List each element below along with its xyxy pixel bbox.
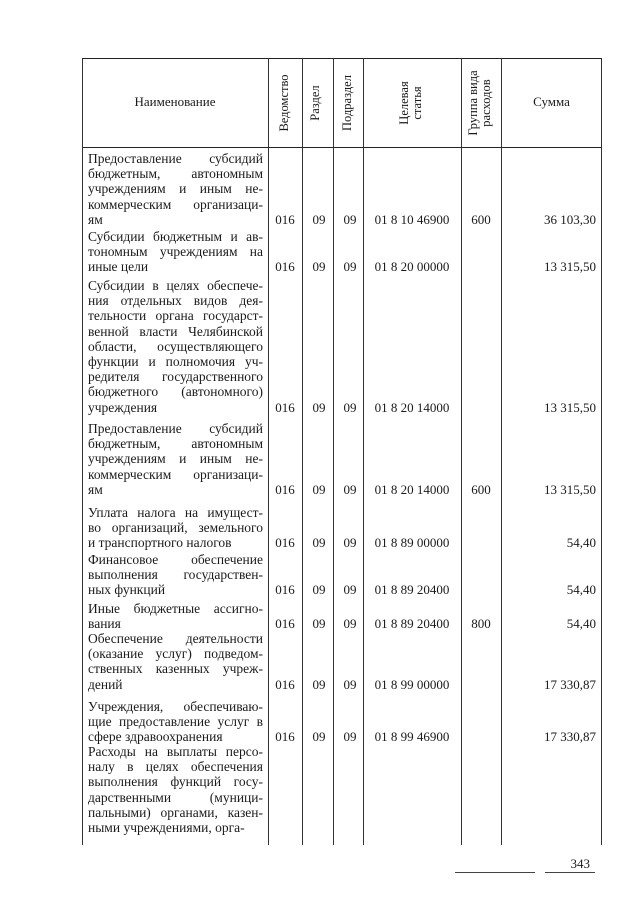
row-name-line: Предоставление субсидий (88, 421, 263, 436)
column-border (268, 58, 269, 845)
row-name-line: Предоставление субсидий (88, 151, 263, 166)
header-vedomstvo: Ведомство (277, 74, 291, 132)
row-podrazdel: 09 (343, 399, 357, 415)
footer-rule (455, 872, 535, 873)
row-name-line: во организаций, земельного (88, 520, 263, 536)
row-name-line: учреждениям и иным не- (88, 451, 263, 467)
row-vedomstvo: 016 (275, 481, 295, 497)
row-name (88, 699, 263, 745)
row-celevaya-statya: 01 8 10 46900 (374, 211, 450, 227)
row-name-line: (оказание услуг) подведом- (88, 646, 263, 662)
header-celevaya-line1: Целевая (397, 81, 411, 125)
row-name-line: бюджетного (автономного) (88, 384, 263, 400)
row-razdel: 09 (312, 676, 326, 692)
row-name-line: функции и полномочия уч- (88, 354, 263, 370)
row-name-line: Субсидии бюджетным и ав- (88, 229, 263, 244)
row-vedomstvo: 016 (275, 729, 295, 745)
row-name-line: коммерческим организаци- (88, 466, 263, 482)
row-name-line: Иные бюджетные ассигно- (88, 601, 263, 616)
row-podrazdel: 09 (343, 259, 357, 275)
row-gruppa: 600 (471, 211, 491, 227)
row-celevaya-statya: 01 8 20 00000 (374, 259, 450, 275)
row-celevaya-statya: 01 8 20 14000 (374, 481, 450, 497)
row-name-line: Финансовое обеспечение (88, 552, 263, 567)
header-name: Наименование (134, 94, 216, 109)
row-name-line: ям (88, 211, 103, 227)
row-razdel: 09 (312, 481, 326, 497)
column-border (461, 58, 462, 845)
row-summa: 54,40 (566, 582, 596, 598)
row-gruppa: 600 (471, 481, 491, 497)
row-name-line: сфере здравоохранения (88, 729, 223, 745)
row-name (88, 505, 263, 551)
row-name-line: Обеспечение деятельности (88, 631, 263, 646)
column-border (82, 58, 83, 845)
row-name-line: ям (88, 481, 103, 497)
row-gruppa: 800 (471, 616, 491, 632)
row-razdel: 09 (312, 729, 326, 745)
column-border (501, 58, 502, 845)
row-podrazdel: 09 (343, 729, 357, 745)
header-gruppa-vida-rashodov (467, 59, 495, 147)
column-border (302, 58, 303, 845)
header-celevaya-statya (398, 59, 426, 147)
row-celevaya-statya: 01 8 89 00000 (374, 535, 450, 551)
row-name-line: ных функций (88, 582, 166, 598)
row-summa: 54,40 (566, 616, 596, 632)
column-border (363, 58, 364, 845)
row-vedomstvo: 016 (275, 676, 295, 692)
row-name-line: вания (88, 616, 121, 632)
row-celevaya-statya: 01 8 99 46900 (374, 729, 450, 745)
row-name-line: иные цели (88, 259, 149, 275)
row-podrazdel: 09 (343, 676, 357, 692)
row-name-line: ственных казенных учреж- (88, 661, 263, 677)
row-razdel: 09 (312, 582, 326, 598)
row-name-line: ния отдельных видов дея- (88, 293, 263, 309)
row-name (88, 631, 263, 692)
column-border (601, 58, 602, 845)
row-summa: 13 315,50 (544, 399, 596, 415)
row-vedomstvo: 016 (275, 582, 295, 598)
row-name (88, 601, 263, 631)
row-podrazdel: 09 (343, 616, 357, 632)
row-name-line: дарственными (муници- (88, 789, 263, 805)
row-podrazdel: 09 (343, 535, 357, 551)
row-summa: 17 330,87 (544, 729, 596, 745)
row-name-line: венной власти Челябинской (88, 323, 263, 339)
row-summa: 17 330,87 (544, 676, 596, 692)
row-vedomstvo: 016 (275, 259, 295, 275)
column-border (333, 58, 334, 845)
row-name-line: налу в целях обеспечения (88, 759, 263, 775)
row-vedomstvo: 016 (275, 535, 295, 551)
row-name-line: бюджетным, автономным (88, 436, 263, 452)
row-razdel: 09 (312, 535, 326, 551)
row-summa: 54,40 (566, 535, 596, 551)
row-name-line: ными учреждениями, орга- (88, 820, 245, 836)
row-celevaya-statya: 01 8 89 20400 (374, 582, 450, 598)
header-razdel: Раздел (308, 85, 322, 121)
row-name-line: дений (88, 676, 123, 692)
row-name-line: Учреждения, обеспечиваю- (88, 699, 263, 714)
row-celevaya-statya: 01 8 20 14000 (374, 399, 450, 415)
footer-rule (545, 872, 595, 873)
row-summa: 36 103,30 (544, 211, 596, 227)
row-name-line: коммерческим организаци- (88, 196, 263, 212)
row-vedomstvo: 016 (275, 616, 295, 632)
row-name (88, 278, 263, 415)
row-name-line: тономным учреждениям на (88, 244, 263, 260)
row-summa: 13 315,50 (544, 481, 596, 497)
row-vedomstvo: 016 (275, 399, 295, 415)
row-podrazdel: 09 (343, 481, 357, 497)
row-name-line: учреждениям и иным не- (88, 181, 263, 197)
row-name (88, 744, 263, 835)
row-name-line: выполнения функций госу- (88, 774, 263, 790)
row-name-line: бюджетным, автономным (88, 166, 263, 182)
row-name (88, 421, 263, 497)
header-summa: Сумма (533, 94, 570, 109)
header-podrazdel: Подраздел (340, 75, 354, 131)
row-name-line: редителя государственного (88, 369, 263, 385)
row-name-line: Уплата налога на имущест- (88, 505, 263, 520)
row-summa: 13 315,50 (544, 259, 596, 275)
page-number: 343 (570, 856, 590, 871)
row-razdel: 09 (312, 399, 326, 415)
row-name-line: Субсидии в целях обеспече- (88, 278, 263, 293)
row-name-line: пальными) органами, казен- (88, 804, 263, 820)
row-razdel: 09 (312, 259, 326, 275)
row-razdel: 09 (312, 616, 326, 632)
row-razdel: 09 (312, 211, 326, 227)
row-podrazdel: 09 (343, 582, 357, 598)
row-name (88, 552, 263, 598)
row-name-line: тельности органа государст- (88, 308, 263, 324)
row-name-line: и транспортного налогов (88, 535, 232, 551)
row-celevaya-statya: 01 8 89 20400 (374, 616, 450, 632)
row-name-line: учреждения (88, 399, 158, 415)
row-celevaya-statya: 01 8 99 00000 (374, 676, 450, 692)
header-gruppa-line1: Группа вида (466, 70, 480, 136)
header-celevaya-line2: статья (410, 86, 424, 120)
row-name-line: выполнения государствен- (88, 567, 263, 583)
row-name (88, 229, 263, 275)
row-name-line: Расходы на выплаты персо- (88, 744, 263, 759)
row-podrazdel: 09 (343, 211, 357, 227)
row-name (88, 151, 263, 227)
header-gruppa-line2: расходов (479, 79, 493, 127)
row-vedomstvo: 016 (275, 211, 295, 227)
row-name-line: области, осуществляющего (88, 338, 263, 354)
row-name-line: щие предоставление услуг в (88, 714, 263, 730)
